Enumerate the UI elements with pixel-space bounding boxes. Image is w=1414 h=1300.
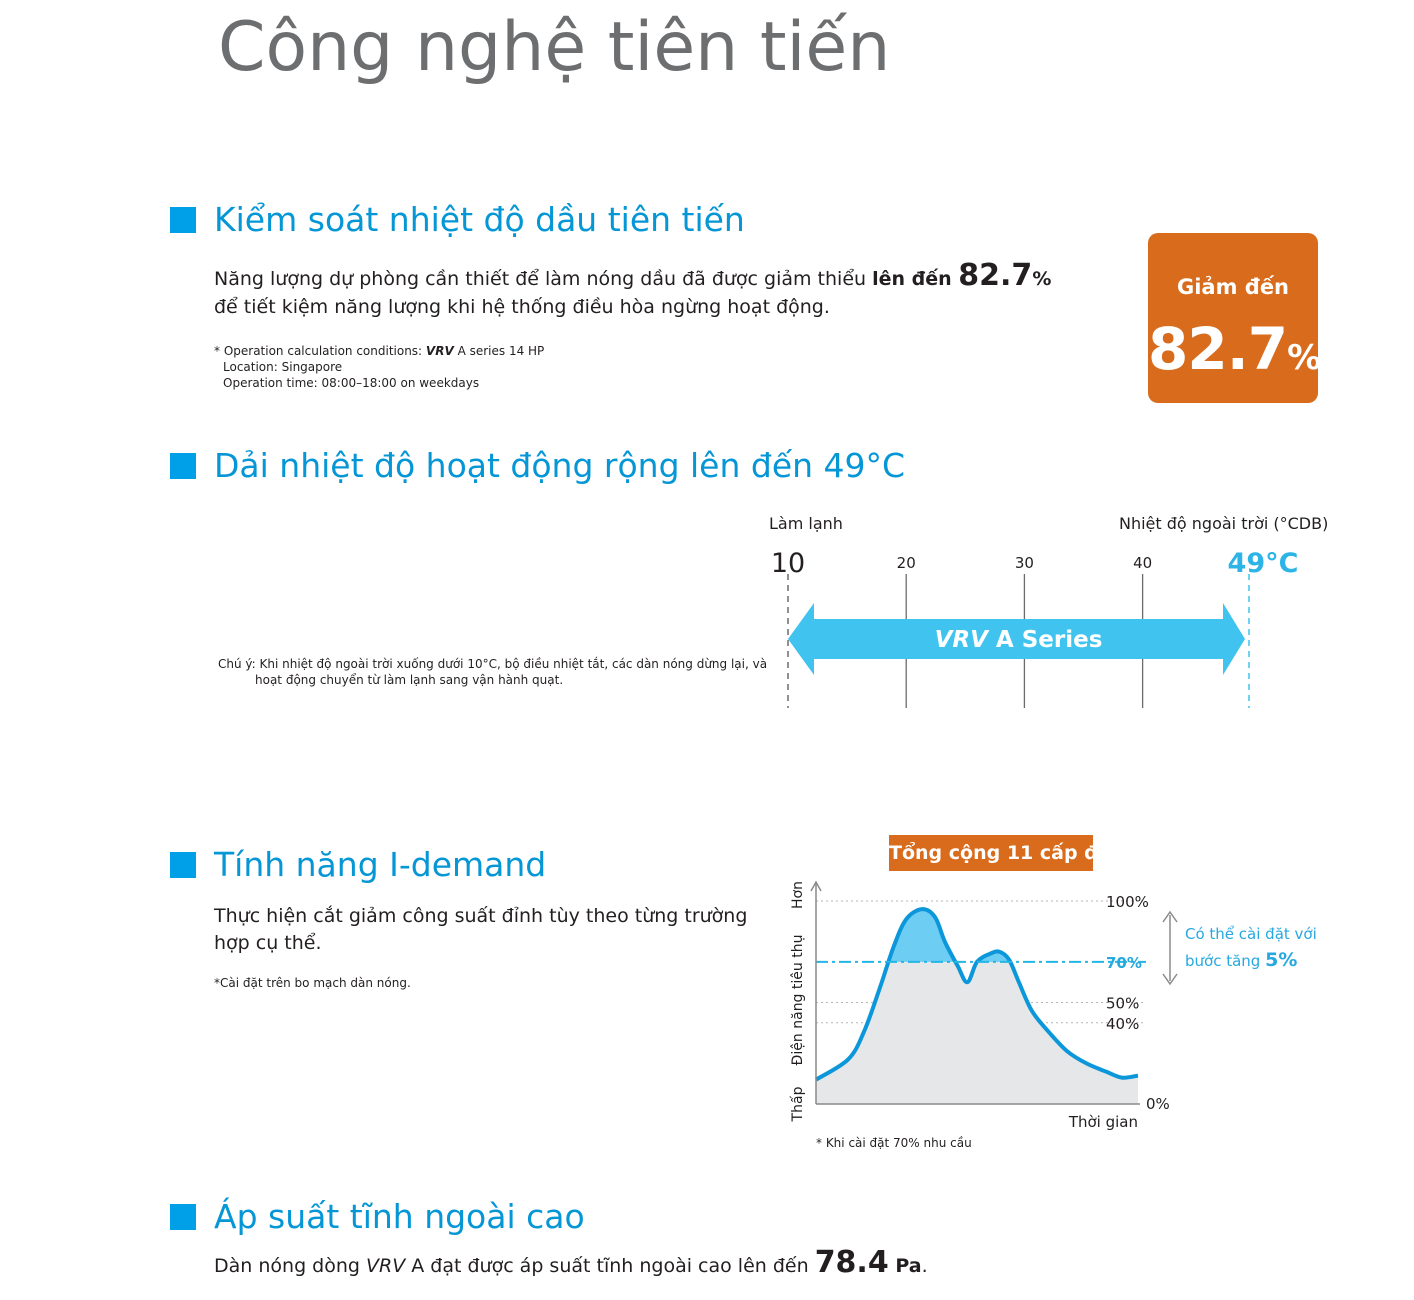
idemand-description-line1: Thực hiện cắt giảm công suất đỉnh tùy theo từng trường bbox=[214, 905, 748, 927]
idemand-chart-footnote: * Khi cài đặt 70% nhu cầu bbox=[816, 1136, 972, 1150]
vrv-brand: VRV bbox=[366, 1255, 406, 1277]
y-tick-label: 70% bbox=[1106, 953, 1142, 972]
levels-tag: Tổng cộng 11 cấp độ bbox=[889, 835, 1093, 871]
step-note-line1: Có thể cài đặt với bbox=[1185, 925, 1317, 943]
operation-conditions-label: * Operation calculation conditions: bbox=[214, 344, 426, 358]
oil-temp-upto: lên đến bbox=[872, 268, 959, 290]
operation-conditions-note bbox=[214, 343, 544, 359]
x-axis-label: Thời gian bbox=[1068, 1113, 1138, 1131]
consumption-area bbox=[816, 909, 1138, 1104]
y-low-label: Thấp bbox=[790, 1086, 806, 1122]
badge-number: 82.7 bbox=[1148, 315, 1288, 383]
section-bullet-square bbox=[170, 852, 196, 878]
y-axis-label: Điện năng tiêu thụ bbox=[790, 934, 806, 1066]
section-title-static-pressure: Áp suất tĩnh ngoài cao bbox=[214, 1197, 585, 1236]
range-series-label: VRV A Series bbox=[934, 627, 1103, 653]
cooling-label: Làm lạnh bbox=[769, 514, 843, 533]
temp-range-note-line2: hoạt động chuyển từ làm lạnh sang vận hành quạt. bbox=[255, 673, 564, 687]
range-tick-label: 40 bbox=[1133, 554, 1153, 572]
badge-unit: % bbox=[1287, 338, 1321, 378]
pressure-unit: Pa bbox=[888, 1255, 922, 1277]
pressure-text-b: A đạt được áp suất tĩnh ngoài cao lên đến bbox=[405, 1255, 815, 1277]
temp-range-note-line1: Chú ý: Khi nhiệt độ ngoài trời xuống dưới 10°C, bộ điều nhiệt tắt, các dàn nóng dừng lại, và bbox=[218, 657, 768, 671]
step-note-text: bước tăng bbox=[1185, 952, 1266, 970]
static-pressure-description bbox=[214, 1245, 928, 1280]
page-title: Công nghệ tiên tiến bbox=[218, 8, 891, 87]
section-title-temp-range: Dải nhiệt độ hoạt động rộng lên đến 49°C bbox=[214, 446, 906, 485]
location-note: Location: Singapore bbox=[223, 360, 343, 374]
section-bullet-square bbox=[170, 1204, 196, 1230]
step-value: 5% bbox=[1265, 949, 1298, 971]
section-title-idemand: Tính năng I-demand bbox=[214, 845, 547, 884]
y-high-label: Hơn bbox=[790, 881, 806, 909]
oil-temp-text: Năng lượng dự phòng cần thiết để làm nóng dầu đã được giảm thiểu bbox=[214, 268, 873, 290]
section-title-oil-temp: Kiểm soát nhiệt độ dầu tiên tiến bbox=[214, 200, 745, 239]
reduction-badge bbox=[1148, 233, 1321, 403]
pressure-end: . bbox=[921, 1255, 928, 1277]
y-tick-label: 100% bbox=[1106, 893, 1149, 911]
pressure-text-a: Dàn nóng dòng bbox=[214, 1255, 366, 1277]
y-tick-label: 40% bbox=[1106, 1014, 1140, 1033]
oil-temp-unit: % bbox=[1032, 268, 1052, 290]
range-tick-label: 20 bbox=[896, 554, 916, 572]
oil-temp-description-line1 bbox=[214, 258, 1052, 293]
y-tick-label: 0% bbox=[1146, 1095, 1170, 1113]
pressure-value: 78.4 bbox=[814, 1245, 889, 1280]
range-tick-label: 30 bbox=[1014, 554, 1034, 572]
idemand-description-line2: hợp cụ thể. bbox=[214, 932, 322, 954]
section-bullet-square bbox=[170, 453, 196, 479]
power-demand-chart bbox=[780, 875, 1320, 1165]
temp-range-chart bbox=[760, 540, 1320, 720]
oil-temp-value: 82.7 bbox=[958, 258, 1033, 293]
operation-model: A series 14 HP bbox=[453, 344, 545, 358]
badge-label: Giảm đến bbox=[1176, 275, 1290, 299]
badge-value bbox=[1148, 315, 1321, 383]
idemand-note: *Cài đặt trên bo mạch dàn nóng. bbox=[214, 976, 411, 990]
section-bullet-square bbox=[170, 207, 196, 233]
range-tick-label: 49°C bbox=[1227, 548, 1299, 579]
operation-time-note: Operation time: 08:00–18:00 on weekdays bbox=[223, 376, 480, 390]
step-note-line2 bbox=[1185, 949, 1297, 971]
vrv-brand: VRV bbox=[425, 344, 454, 358]
y-tick-label: 50% bbox=[1106, 994, 1140, 1013]
outdoor-temp-axis-label: Nhiệt độ ngoài trời (°CDB) bbox=[1119, 514, 1329, 533]
range-tick-label: 10 bbox=[770, 548, 806, 579]
oil-temp-description-line2: để tiết kiệm năng lượng khi hệ thống điều hòa ngừng hoạt động. bbox=[214, 296, 830, 318]
